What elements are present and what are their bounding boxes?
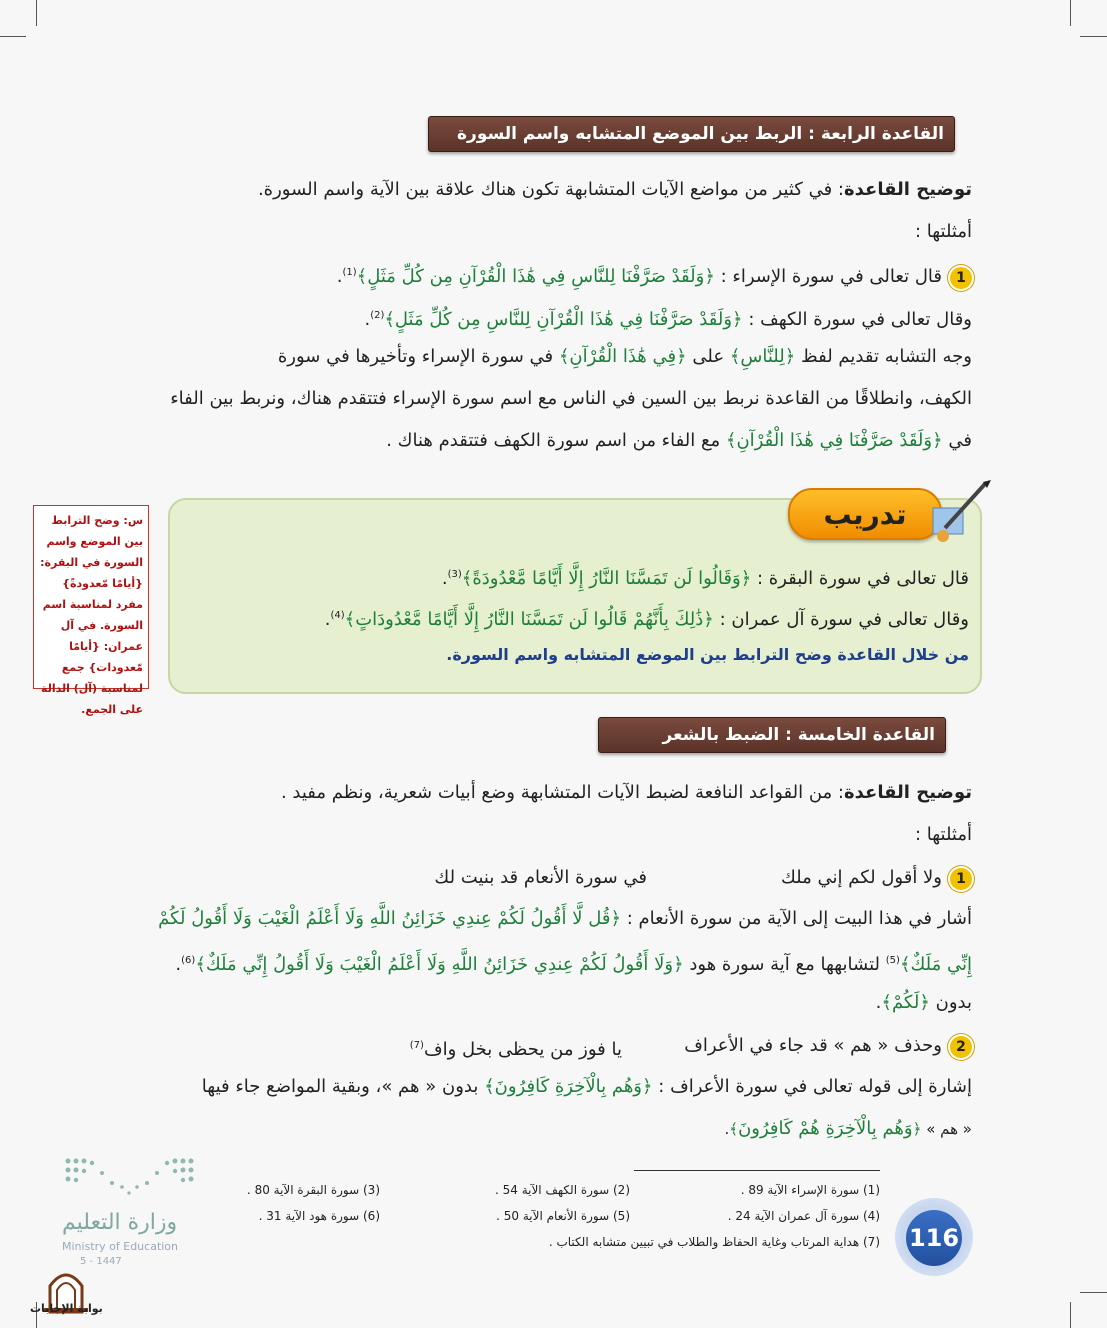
poem-hemistich: وحذف « هم » قد جاء في الأعراف [684,1035,942,1056]
explain-text: : في كثير من مواضع الآيات المتشابهة تكون هناك علاقة بين الآية واسم السورة. [257,179,844,200]
bracket-close: ﴾ [729,1120,739,1138]
bracket-open: ﴿ [740,568,752,589]
footnote: (2) سورة الكهف الآية 54 . [494,1183,630,1197]
verse-intro: قال تعالى في سورة البقرة : [756,568,969,589]
rule4-title: القاعدة الرابعة : الربط بين الموضع المتشابه واسم السورة [428,116,955,152]
quran-verse: وَهُم بِالْآخِرَةِ كَافِرُونَ [494,1076,642,1097]
footnote-divider [634,1170,880,1171]
footnote: (3) سورة البقرة الآية 80 . [246,1183,380,1197]
training-line-1: قال تعالى في سورة البقرة : ﴿وَقَالُوا لَن تَمَسَّنَا النَّارُ إِلَّا أَيَّامًا مَّعْدُودَةً﴾$^{(3)}$. [441,568,969,589]
verse-intro: وقال تعالى في سورة الكهف : [748,309,972,330]
bracket-open: ﴿ [784,346,796,367]
similarity-line-2: الكهف، وانطلاقًا من القاعدة نربط بين السين في الناس مع اسم سورة الإسراء فتتقدم هناك، ونربط بين الفاء [170,388,972,409]
rule5-explanation [281,778,972,808]
rule5-ref-4: « هم » ﴿وَهُم بِالْآخِرَةِ هُمْ كَافِرُونَ﴾. [724,1118,972,1139]
poem-hemistich: يا فوز من يحظى بخل واف [423,1039,622,1060]
poem-hemistich: في سورة الأنعام قد بنيت لك [434,867,647,888]
quran-verse: ذَٰلِكَ بِأَنَّهُمْ قَالُوا لَن تَمَسَّنَا النَّارُ إِلَّا أَيَّامًا مَّعْدُودَاتٍ [355,609,704,630]
bracket-open: ﴿ [673,954,684,975]
rule5-ref-2: إِنِّي مَلَكٌ﴾$^{(5)}$ لتشابهها مع آية سورة هود ﴿وَلَا أَقُولُ لَكُمْ عِندِي خَزَائِنُ اللَّهِ وَلَا أَعْلَمُ الْغَيْبَ وَلَا أَقُولُ إِنِّي مَلَكٌ﴾$^{(6)}$. [175,954,972,975]
side-note: س: وضح الترابط بين الموضع واسم السورة في البقرة: {أيامًا مّعدودةً} مفرد لمناسبة اسم السورة. في آل عمران: {أيامًا مّعدودات} جمع لمناسبة (آل) الدالة على الجمع. [33,505,149,689]
quran-verse: وَلَقَدْ صَرَّفْنَا فِي هَٰذَا الْقُرْآنِ لِلنَّاسِ مِن كُلِّ مَثَلٍ [394,309,733,330]
crop-mark [1080,1292,1107,1293]
poem-hemistich-2 [410,1031,622,1065]
rule5-ref-3 [202,1072,972,1102]
rule4-explanation [258,175,972,205]
footnote: (1) سورة الإسراء الآية 89 . [740,1183,880,1197]
bracket-close: ﴾ [725,430,737,451]
text: إشارة إلى قوله تعالى في سورة الأعراف : [658,1076,972,1097]
quran-word: لَكُمْ [891,992,920,1013]
poem-line-2 [684,1031,972,1061]
text: « هم » [926,1120,972,1138]
explain-text: : من القواعد النافعة لضبط الآيات المتشابهة وضع أبيات شعرية، ونظم مفيد . [280,782,844,803]
crop-mark [1080,36,1107,37]
similarity-line-1 [278,342,972,372]
quran-verse: قُل لَّا أَقُولُ لَكُمْ عِندِي خَزَائِنُ اللَّهِ وَلَا أَعْلَمُ الْغَيْبَ وَلَا أَقُولُ لَكُمْ [158,908,611,929]
ministry-name-ar: وزارة التعليم [62,1210,178,1235]
footnote-ref: (4) [330,610,345,621]
footnote-ref: (7) [409,1040,424,1051]
bracket-close: ﴾ [461,568,473,589]
quran-verse: إِنِّي مَلَكٌ [910,954,972,975]
footnote-ref: (3) [447,569,462,580]
bracket-close: ﴾ [195,954,206,975]
rule5-title: القاعدة الخامسة : الضبط بالشعر [598,717,946,753]
rule4-example-1: 1قال تعالى في سورة الإسراء : ﴿وَلَقَدْ صَرَّفْنَا لِلنَّاسِ فِي هَٰذَا الْقُرْآنِ مِن كُلِّ مَثَلٍ﴾$^{(1)}$. [337,258,972,292]
crop-mark [0,36,26,37]
footnote-ref: (5) [885,955,900,966]
rule4-example-2: وقال تعالى في سورة الكهف : ﴿وَلَقَدْ صَرَّفْنَا فِي هَٰذَا الْقُرْآنِ لِلنَّاسِ مِن كُلِّ مَثَلٍ﴾$^{(2)}$. [364,309,972,330]
bracket-close: ﴾ [484,1076,495,1097]
training-question: من خلال القاعدة وضح الترابط بين الموضع المتشابه واسم السورة. [446,645,969,664]
example-number: 2 [950,1036,972,1058]
quran-word: لِلنَّاسِ [740,346,785,367]
training-line-2: وقال تعالى في سورة آل عمران : ﴿ذَٰلِكَ بِأَنَّهُمْ قَالُوا لَن تَمَسَّنَا النَّارُ إِلَّا أَيَّامًا مَّعْدُودَاتٍ﴾$^{(4)}$. [324,609,969,630]
verse-intro: وقال تعالى في سورة آل عمران : [719,609,969,630]
footnote: (7) هداية المرتاب وغاية الحفاظ والطلاب في تبيين متشابه الكتاب . [548,1235,880,1249]
bracket-close: ﴾ [356,266,368,287]
quran-verse: وَهُم بِالْآخِرَةِ هُمْ كَافِرُونَ [738,1118,913,1139]
footnote-ref: (2) [370,310,385,321]
crop-mark [1070,1302,1071,1328]
footnote-ref: (1) [342,267,357,278]
text: في [948,430,972,451]
examples-label: أمثلتها : [914,221,972,242]
footnote: (6) سورة هود الآية 31 . [258,1209,380,1223]
text: بدون « هم »، وبقية المواضع جاء فيها [201,1076,479,1097]
examples-label: أمثلتها : [914,824,972,845]
verse-intro: قال تعالى في سورة الإسراء : [720,266,942,287]
footnote-ref: (6) [181,955,196,966]
quran-verse: وَلَقَدْ صَرَّفْنَا لِلنَّاسِ فِي هَٰذَا الْقُرْآنِ مِن كُلِّ مَثَلٍ [367,266,705,287]
crop-mark [1070,0,1071,26]
example-number: 1 [950,868,972,890]
ministry-year: 5 - 1447 [80,1256,122,1267]
poem-line-1 [781,863,972,893]
bracket-open: ﴿ [703,609,714,630]
bracket-close: ﴾ [384,309,395,330]
bracket-open: ﴿ [919,992,930,1013]
quran-verse: وَلَا أَقُولُ لَكُمْ عِندِي خَزَائِنُ اللَّهِ وَلَا أَعْلَمُ الْغَيْبَ وَلَا أَقُولُ إِنِّي مَلَكٌ [205,954,674,975]
text: مع الفاء من اسم سورة الكهف فتتقدم هناك . [386,430,721,451]
similarity-line-3 [386,426,972,456]
bracket-close: ﴾ [899,954,911,975]
text: لتشابهها مع آية سورة هود [689,954,881,975]
text: أشار في هذا البيت إلى الآية من سورة الأنعام : [626,908,972,929]
portal-label: بوابة الإجابات [30,1302,103,1315]
bracket-close: ﴾ [344,609,356,630]
rule5-ref-1 [158,904,972,934]
page-number: 116 [906,1210,962,1266]
poem-hemistich: ولا أقول لكم إني ملك [780,867,942,888]
bracket-open: ﴿ [732,309,743,330]
training-pen-icon [925,478,995,548]
bracket-close: ﴾ [881,992,892,1013]
bracket-open: ﴿ [642,1076,653,1097]
bracket-open: ﴿ [704,266,715,287]
explain-label: توضيح القاعدة [844,179,972,200]
bracket-close: ﴾ [558,346,570,367]
text: في سورة الإسراء وتأخيرها في سورة [277,346,554,367]
quran-word: فِي هَٰذَا الْقُرْآنِ [569,346,677,367]
ministry-logo-icon [62,1155,197,1200]
quran-verse: وَقَالُوا لَن تَمَسَّنَا النَّارُ إِلَّا أَيَّامًا مَّعْدُودَةً [472,568,741,589]
rule5-without: بدون ﴿لَكُمْ﴾. [875,992,972,1013]
footnote: (5) سورة الأنعام الآية 50 . [496,1209,630,1223]
footnote: (4) سورة آل عمران الآية 24 . [727,1209,880,1223]
bracket-open: ﴿ [932,430,943,451]
bracket-open: ﴿ [610,908,622,929]
example-number: 1 [950,267,972,289]
quran-word: وَلَقَدْ صَرَّفْنَا فِي هَٰذَا الْقُرْآنِ [736,430,933,451]
crop-mark [36,0,37,26]
bracket-close: ﴾ [729,346,741,367]
text: وجه التشابه تقديم لفظ [801,346,972,367]
training-tab: تدريب [788,488,942,540]
ministry-name-en: Ministry of Education [62,1240,179,1253]
explain-label: توضيح القاعدة [844,782,972,803]
text: بدون [935,992,972,1013]
text: على [692,346,725,367]
bracket-open: ﴿ [676,346,687,367]
bracket-open: ﴿ [912,1120,922,1138]
